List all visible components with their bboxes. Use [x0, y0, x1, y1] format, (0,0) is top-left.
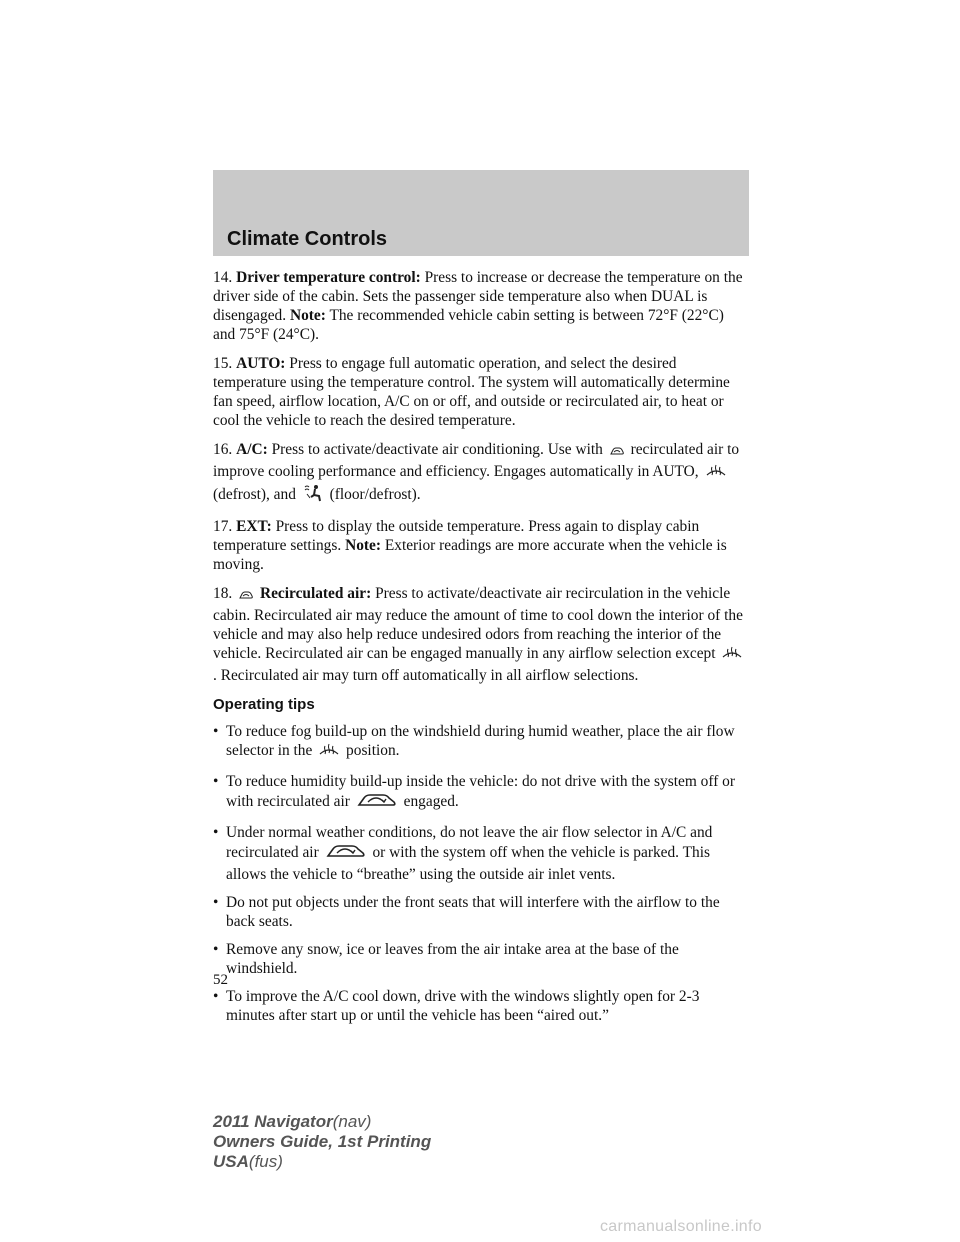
item-15 — [213, 354, 749, 430]
page-title: Climate Controls — [227, 228, 388, 250]
recirculated-air-icon — [609, 443, 625, 462]
footer-edition: Owners Guide, 1st Printing — [213, 1132, 432, 1151]
footer-region: USA — [213, 1152, 249, 1171]
list-item — [213, 987, 749, 1025]
item-text: Press to engage full automatic operation, and select the desired temperature using the temperature control. The system will automatically determine fan speed, airflow location, A/C on or off, and outside or recirculated air, to heat or cool the vehicle to reach the desired temperature. — [213, 355, 730, 429]
item-label: Recirculated air: — [259, 585, 372, 602]
item-number: 16. — [213, 441, 233, 458]
document-footer — [213, 1112, 431, 1172]
item-text: (defrost), and — [213, 486, 296, 503]
list-item — [213, 722, 749, 763]
floor-defrost-icon — [302, 484, 324, 507]
bullet: • — [213, 773, 219, 790]
item-text: . Recirculated air may turn off automatically in all airflow selections. — [213, 667, 639, 684]
page-number: 52 — [213, 972, 228, 988]
item-number: 14. — [213, 269, 233, 286]
item-label: AUTO: — [236, 355, 286, 372]
defrost-icon — [721, 645, 743, 666]
item-text: Press to increase or decrease the temperature on the driver side of the cabin. Sets the passenger side temperature also when DUAL is disengaged. — [213, 269, 743, 324]
note-label: Note: — [289, 307, 326, 324]
bullet: • — [213, 988, 219, 1005]
bullet: • — [213, 824, 219, 841]
tips-list — [213, 722, 749, 1025]
item-text: Press to activate/deactivate air conditioning. Use with — [271, 441, 603, 458]
item-text: (floor/defrost). — [329, 486, 421, 503]
recirculated-air-icon — [238, 587, 254, 606]
item-16 — [213, 440, 749, 507]
item-17 — [213, 517, 749, 574]
recirculated-air-icon — [325, 842, 367, 865]
footer-model-code: (nav) — [332, 1112, 372, 1131]
item-number: 18. — [213, 585, 233, 602]
list-item — [213, 772, 749, 814]
operating-tips-heading: Operating tips — [213, 696, 315, 713]
recirculated-air-icon — [356, 791, 398, 814]
footer-model: 2011 Navigator — [213, 1112, 333, 1131]
defrost-icon — [705, 463, 727, 484]
defrost-icon — [318, 742, 340, 763]
item-text: Press to display the outside temperature. Press again to display cabin temperature settings. — [213, 518, 700, 554]
tip-text: Remove any snow, ice or leaves from the air intake area at the base of the windshield. — [226, 941, 679, 977]
item-label: EXT: — [236, 518, 272, 535]
tip-text: To reduce fog build-up on the windshield during humid weather, place the air flow selector in the — [226, 723, 735, 759]
watermark: carmanualsonline.info — [600, 1218, 762, 1235]
item-text: recirculated air to improve cooling performance and efficiency. Engages automatically in AUTO, — [213, 441, 740, 480]
tip-text: Do not put objects under the front seats that will interfere with the airflow to the back seats. — [226, 894, 720, 930]
tip-text: position. — [346, 742, 400, 759]
manual-content — [213, 268, 749, 1034]
item-14 — [213, 268, 749, 344]
list-item — [213, 940, 749, 978]
note-label: Note: — [345, 537, 381, 554]
bullet: • — [213, 894, 219, 911]
bullet: • — [213, 723, 219, 740]
tip-text: Under normal weather conditions, do not leave the air flow selector in A/C and recirculated air — [226, 824, 713, 861]
tip-text: engaged. — [403, 793, 459, 810]
tip-text: or with the system off when the vehicle is parked. This allows the vehicle to “breathe” using the outside air inlet vents. — [226, 844, 710, 883]
note-text: The recommended vehicle cabin setting is between 72°F (22°C) and 75°F (24°C). — [213, 307, 724, 343]
footer-region-code: (fus) — [248, 1152, 283, 1171]
item-number: 17. — [213, 518, 233, 535]
item-number: 15. — [213, 355, 233, 372]
item-label: A/C: — [236, 441, 268, 458]
item-18 — [213, 584, 749, 685]
tip-text: To improve the A/C cool down, drive with the windows slightly open for 2-3 minutes after start up or until the vehicle has been “aired out.” — [226, 988, 700, 1024]
note-text: Exterior readings are more accurate when the vehicle is moving. — [213, 537, 727, 573]
item-label: Driver temperature control: — [236, 269, 421, 286]
tip-text: To reduce humidity build-up inside the vehicle: do not drive with the system off or with recirculated air — [226, 773, 735, 810]
list-item — [213, 823, 749, 884]
list-item — [213, 893, 749, 931]
bullet: • — [213, 941, 219, 958]
item-text: Press to activate/deactivate air recirculation in the vehicle cabin. Recirculated air may reduce the amount of time to cool down the interior of the vehicle and may also help reduce undesired odors from reaching the interior of the vehicle. Recirculated air can be engaged manually in any airflow selection except — [213, 585, 743, 662]
